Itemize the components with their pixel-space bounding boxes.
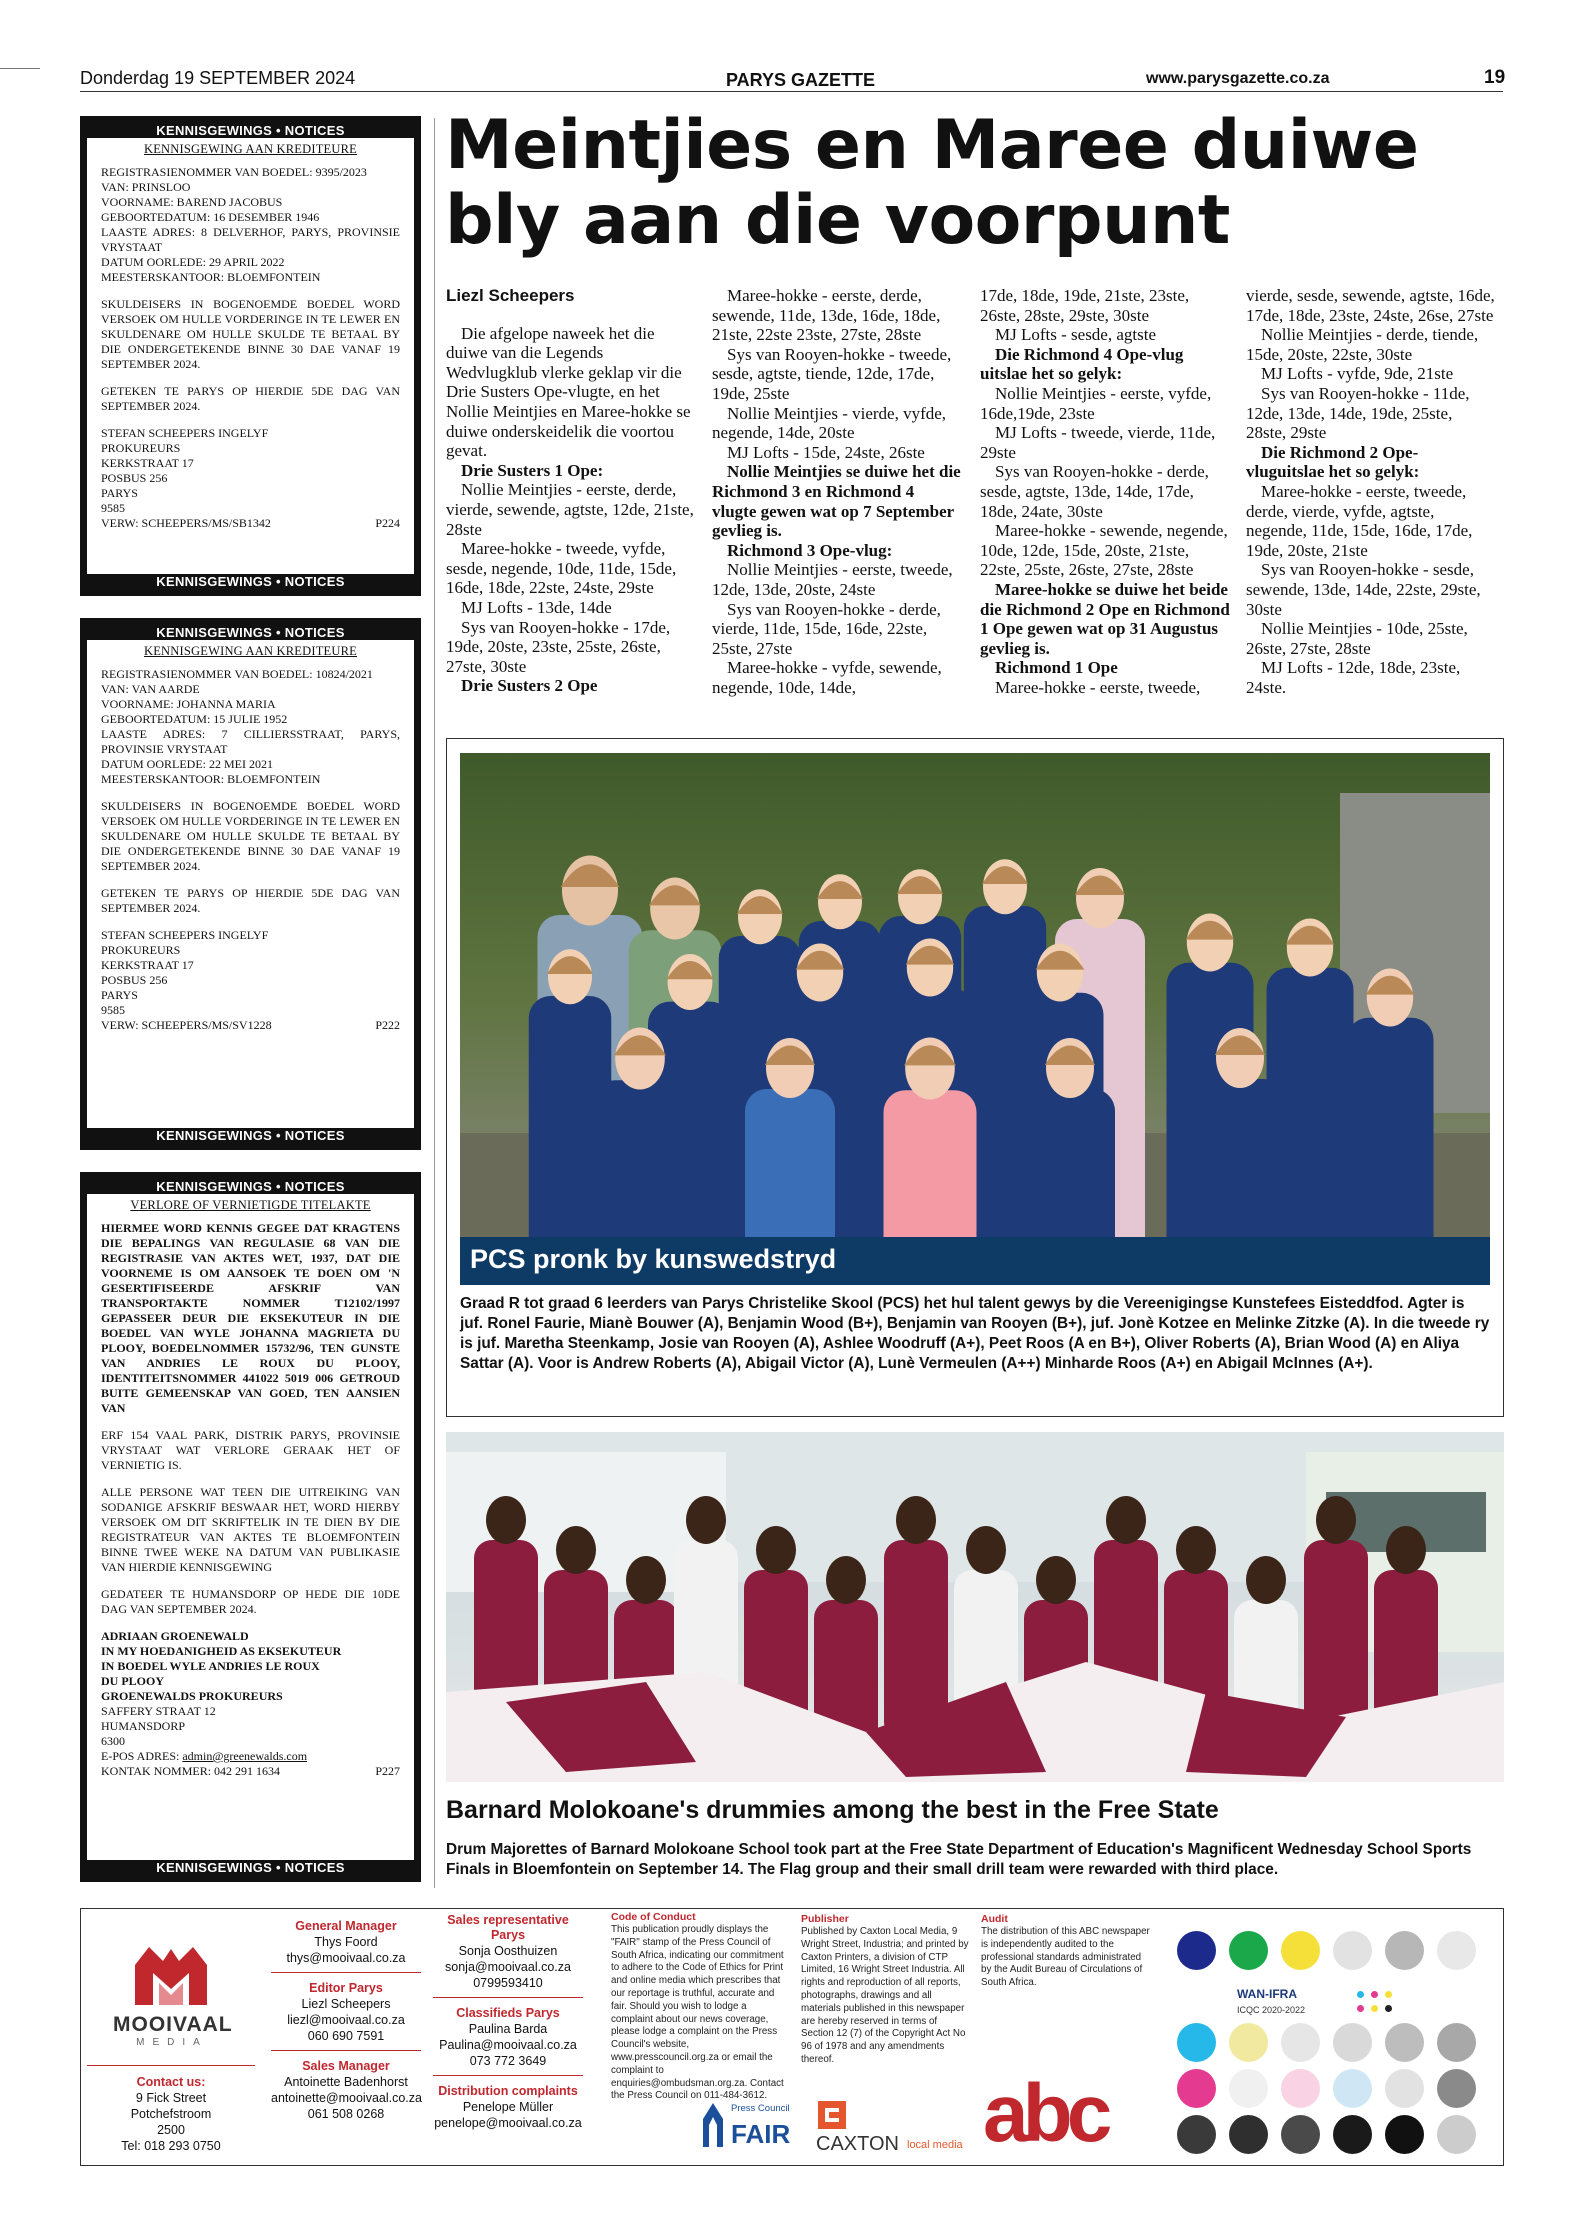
- colour-swatch: [1177, 2023, 1216, 2062]
- notice-title: KENNISGEWING AAN KREDITEURE: [143, 142, 357, 156]
- notice-firm-line: KERKSTRAAT 17: [101, 456, 194, 470]
- colour-swatch: [1385, 2115, 1424, 2154]
- staff-detail: Penelope Müller: [462, 2100, 554, 2114]
- notice-detail-line: REGISTRASIENOMMER VAN BOEDEL: 9395/2023: [101, 165, 367, 179]
- article-paragraph: Maree-hokke - tweede, vyfde, sesde, negende, 10de, 11de, 15de, 16de, 18de, 22ste, 24ste, 29ste: [446, 539, 677, 598]
- staff-detail: Liezl Scheepers: [301, 1997, 391, 2011]
- article-paragraph: Sys van Rooyen-hokke - derde, vierde, 11de, 15de, 16de, 22ste, 25ste, 27ste: [712, 599, 941, 658]
- code-of-conduct: Code of Conduct This publication proudly displays the "FAIR" stamp of the Press Council of South Africa, indicating our commitment to adhere to the Code of Ethics for Print and online media which prescribes that our reportage is truthful, accurate and fair. Should you wish to lodge a complaint about our news coverage, please lodge a complaint on the Press Council's website, www.presscouncil.org.za or email the complaint to enquiries@ombudsman.org.za. Contact the Press Council on 011-484-3612.: [611, 1911, 784, 2102]
- colour-swatch: [1229, 2115, 1268, 2154]
- drum-majorettes-photo: [446, 1432, 1504, 1782]
- notice-detail-line: GEBOORTEDATUM: 16 DESEMBER 1946: [101, 210, 320, 224]
- staff-detail: Antoinette Badenhorst: [284, 2075, 408, 2089]
- byline: Liezl Scheepers: [446, 286, 575, 305]
- article-paragraph: Sys van Rooyen-hokke - tweede, sesde, agtste, tiende, 12de, 17de, 19de, 25ste: [712, 344, 952, 403]
- header-rule: [80, 91, 1503, 92]
- article-paragraph: Sys van Rooyen-hokke - sesde, sewende, 13de, 14de, 22ste, 29ste, 30ste: [1246, 560, 1481, 619]
- staff-separator: [433, 1997, 583, 1998]
- article-paragraph: Sys van Rooyen-hokke - 11de, 12de, 13de, 14de, 19de, 25ste, 28ste, 29ste: [1246, 383, 1470, 443]
- photo2-caption: Drum Majorettes of Barnard Molokoane School took part at the Free State Department of Education's Magnificent Wednesday School Sports Finals in Bloemfontein on September 14. The Flag group and their small drill team were rewarded with third place.: [446, 1841, 1472, 1878]
- colour-swatch: [1333, 2023, 1372, 2062]
- colour-swatch: [1333, 2069, 1372, 2108]
- contact-line: 2500: [157, 2123, 185, 2137]
- notice-detail-line: REGISTRASIENOMMER VAN BOEDEL: 10824/2021: [101, 667, 373, 681]
- article-paragraph: Die afgelope naweek het die duiwe van die Legends Wedvlugklub vlerke geklap vir die Drie Susters Ope-vlugte, en het Nollie Meintjies en Maree-hokke se duiwe onderskeidelik die voortou gevat.: [446, 323, 691, 461]
- notice-signed: GETEKEN TE PARYS OP HIERDIE 5DE DAG VAN SEPTEMBER 2024.: [101, 886, 400, 915]
- staff-separator: [271, 2050, 421, 2051]
- brand-name: MOOIVAAL: [113, 2013, 233, 2036]
- staff-email[interactable]: penelope@mooivaal.co.za: [434, 2116, 582, 2130]
- colour-swatch: [1281, 2069, 1320, 2108]
- caxton-sub: local media: [907, 2139, 963, 2151]
- press-council-label: Press Council: [731, 2103, 790, 2114]
- notice-signed: GETEKEN TE PARYS OP HIERDIE 5DE DAG VAN SEPTEMBER 2024.: [101, 384, 400, 413]
- website-link[interactable]: www.parysgazette.co.za: [1146, 70, 1330, 87]
- staff-role: Editor Parys: [309, 1981, 383, 1995]
- colour-swatch: [1281, 1931, 1320, 1970]
- press-council-icon: [699, 2099, 727, 2149]
- issue-date: Donderdag 19 SEPTEMBER 2024: [80, 68, 356, 88]
- article-paragraph: Maree-hokke - sewende, negende, 10de, 12de, 15de, 20ste, 21ste, 22ste, 25ste, 26ste, 27ste, 28ste: [980, 521, 1228, 580]
- school-group-photo: [460, 753, 1490, 1237]
- article-paragraph: Maree-hokke - eerste, derde, sewende, 11de, 13de, 16de, 18de, 21ste, 22ste 23ste, 27ste, 28ste: [712, 286, 941, 345]
- publisher-info: Publisher Published by Caxton Local Media, 9 Wright Street, Industria; and printed by Caxton Printers, a division of CTP Limited, 16 Wright Street Industria. All rights and reproduction of all reports, photographs, drawings and all materials published in this newspaper are hereby reserved in terms of Section 12 (7) of the Copyright Act No 96 of 1978 and any amendments thereof.: [801, 1913, 969, 2065]
- notices-bar: KENNISGEWINGS • NOTICES: [87, 1128, 414, 1143]
- notice-title: KENNISGEWING AAN KREDITEURE: [143, 644, 357, 658]
- staff-email[interactable]: antoinette@mooivaal.co.za: [271, 2091, 422, 2105]
- colour-swatch: [1333, 2115, 1372, 2154]
- article-paragraph: vierde, sesde, sewende, agtste, 16de, 17de, 18de, 23ste, 24ste, 26se, 27ste: [1246, 286, 1495, 325]
- staff-email[interactable]: sonja@mooivaal.co.za: [445, 1960, 571, 1974]
- notice-body: SKULDEISERS IN BOGENOEMDE BOEDEL WORD VERSOEK OM HULLE VORDERINGE IN TE LEWER EN SKULDENARE OM HULLE SKULDE TE BETAAL BY DIE ONDERGETEKENDE BINNE 30 DAE VANAF 19 SEPTEMBER 2024.: [101, 799, 400, 873]
- notices-bar: KENNISGEWINGS • NOTICES: [87, 574, 414, 589]
- notice-signatory-line: IN MY HOEDANIGHEID AS EKSEKUTEUR: [101, 1644, 342, 1658]
- notice-body: HIERMEE WORD KENNIS GEGEE DAT KRAGTENS DIE BEPALINGS VAN REGULASIE 68 VAN DIE REGISTRASIE VAN AKTES WET, 1937, DAT DIE VOORNEME IS OM AANSOEK TE DOEN OM 'N GESERTIFISEERDE AFSKRIF VAN TRANSPORTAKTE NOMMER T12102/1997 GEPASSEER DEUR DIE EKSEKUTEUR IN DIE BOEDEL VAN WYLE JOHANNA MAGRIETA DU PLOOY, BOEDELNOMMER 15732/96, TEN GUNSTE VAN ANDRIES LE ROUX DU PLOOY, IDENTITEITSNOMMER 441022 5019 006 GETROUD BUITE GEMEENSKAP VAN GOED, TEN AANSIEN VAN: [101, 1221, 400, 1415]
- staff-column-2: [433, 1913, 583, 2131]
- notice-email: E-POS ADRES: admin@greenewalds.com: [101, 1749, 308, 1763]
- notice-signatory-line: IN BOEDEL WYLE ANDRIES LE ROUX: [101, 1659, 320, 1673]
- article-subhead: Richmond 1 Ope: [995, 658, 1118, 678]
- mooivaal-logo-icon: [129, 1939, 213, 2009]
- notice-firm-line: PROKUREURS: [101, 943, 181, 957]
- article-subhead: Drie Susters 2 Ope: [461, 676, 598, 696]
- notice-property: ERF 154 VAAL PARK, DISTRIK PARYS, PROVINSIE VRYSTAAT WAT VERLORE GERAAK HET OF VERNIETIG IS.: [101, 1428, 400, 1472]
- notice-body: SKULDEISERS IN BOGENOEMDE BOEDEL WORD VERSOEK OM HULLE VORDERINGE IN TE LEWER EN SKULDENARE OM HULLE SKULDE TE BETAAL BY DIE ONDERGETEKENDE BINNE 30 DAE VANAF 19 SEPTEMBER 2024.: [101, 297, 400, 371]
- notice-firm-line: STEFAN SCHEEPERS INGELYF: [101, 426, 269, 440]
- staff-detail: Thys Foord: [314, 1935, 378, 1949]
- audit-info: Audit The distribution of this ABC newspaper is independently audited to the professional standards administrated by the Audit Bureau of Circulations of South Africa.: [981, 1913, 1150, 1989]
- article-paragraph: MJ Lofts - sesde, agtste: [995, 325, 1157, 345]
- notices-bar: KENNISGEWINGS • NOTICES: [87, 1179, 414, 1194]
- notice-firm-line: PARYS: [101, 486, 138, 500]
- article-paragraph: MJ Lofts - tweede, vierde, 11de, 29ste: [980, 423, 1216, 462]
- notices-bar: KENNISGEWINGS • NOTICES: [87, 1860, 414, 1875]
- contact-rule: [87, 2065, 255, 2066]
- notice-signed: GEDATEER TE HUMANSDORP OP HEDE DIE 10DE DAG VAN SEPTEMBER 2024.: [101, 1587, 400, 1616]
- masthead-footer: [80, 1908, 1504, 2166]
- article-paragraph: Sys van Rooyen-hokke - 17de, 19de, 20ste, 23ste, 25ste, 26ste, 27ste, 30ste: [446, 617, 671, 676]
- staff-role: Classifieds Parys: [456, 2006, 560, 2020]
- article-subhead: Die Richmond 2 Ope-vluguitslae het so gelyk:: [1246, 442, 1420, 482]
- notice-detail-line: VAN: PRINSLOO: [101, 180, 191, 194]
- article-column-1: [446, 286, 696, 696]
- contact-line: 9 Fick Street: [135, 2091, 207, 2105]
- colour-swatch: [1229, 2069, 1268, 2108]
- colour-swatch: [1177, 1931, 1216, 1970]
- photo-box-pcs: [446, 738, 1504, 1417]
- article-subhead: Maree-hokke se duiwe het beide die Richmond 2 Ope en Richmond 1 Ope gewen wat op 31 Augustus gevlieg is.: [980, 579, 1230, 658]
- article-paragraph: Nollie Meintjies - 10de, 25ste, 26ste, 27ste, 28ste: [1246, 619, 1468, 658]
- article-paragraph: 17de, 18de, 19de, 21ste, 23ste, 26ste, 28ste, 29ste, 30ste: [980, 286, 1190, 325]
- wan-ifra-label: WAN-IFRA: [1237, 1987, 1297, 2001]
- article-paragraph: MJ Lofts - 12de, 18de, 23ste, 24ste.: [1246, 658, 1461, 697]
- notice-detail-line: VOORNAME: JOHANNA MARIA: [101, 697, 276, 711]
- contact-line: Tel: 018 293 0750: [121, 2139, 221, 2153]
- staff-detail: 073 772 3649: [469, 2054, 547, 2068]
- article-subhead: Die Richmond 4 Ope-vlug uitslae het so gelyk:: [980, 344, 1184, 384]
- photo2-heading: Barnard Molokoane's drummies among the best in the Free State: [446, 1796, 1219, 1824]
- notice-detail-line: LAASTE ADRES: 8 DELVERHOF, PARYS, PROVINSIE VRYSTAAT: [101, 225, 400, 254]
- article-subhead: Nollie Meintjies se duiwe het die Richmond 3 en Richmond 4 vlugte gewen wat op 7 September gevlieg is.: [712, 462, 961, 541]
- photo-heading-bar: PCS pronk by kunswedstryd: [460, 1237, 1490, 1285]
- staff-detail: Paulina Barda: [468, 2022, 548, 2036]
- publication-name: PARYS GAZETTE: [726, 70, 876, 90]
- notice-firm-line: KERKSTRAAT 17: [101, 958, 194, 972]
- notice-address-line: SAFFERY STRAAT 12: [101, 1704, 216, 1718]
- notice-objection: ALLE PERSONE WAT TEEN DIE UITREIKING VAN SODANIGE AFSKRIF BESWAAR HET, WORD HIERBY VERSOEK OM DIT SKRIFTELIK IN TE DIEN BY DIE REGISTRATEUR VAN AKTES TE BLOEMFONTEIN BINNE TWEE WEKE NA DATUM VAN PUBLIKASIE VAN HIERDIE KENNISGEWING: [101, 1485, 400, 1574]
- staff-email[interactable]: thys@mooivaal.co.za: [286, 1951, 406, 1965]
- contact-block: Contact us: 9 Fick Street Potchefstroom 2500 Tel: 018 293 0750: [87, 2075, 255, 2154]
- staff-role: General Manager: [295, 1919, 397, 1933]
- staff-column-1: [271, 1919, 421, 2122]
- colour-swatch: [1229, 2023, 1268, 2062]
- notice-firm-line: STEFAN SCHEEPERS INGELYF: [101, 928, 269, 942]
- notice-detail-line: VOORNAME: BAREND JACOBUS: [101, 195, 283, 209]
- article-paragraph: Nollie Meintjies - eerste, tweede, 12de, 13de, 20ste, 24ste: [712, 560, 953, 599]
- staff-detail: 061 508 0268: [307, 2107, 385, 2121]
- notice-detail-line: DATUM OORLEDE: 22 MEI 2021: [101, 757, 273, 771]
- photo-caption: Graad R tot graad 6 leerders van Parys Christelike Skool (PCS) het hul talent gewys by die Vereenigingse Kunstefees Eisteddfod. Agter is juf. Ronel Faurie, Mianè Bouwer (A), Benjamin Wood (B+), Benjamin van Rooyen (B+), juf. Jonè Kotzee en Melinke Zitzke (A). In die tweede ry is juf. Maretha Steenkamp, Josie van Rooyen (A), Ashlee Woodruff (A+), Peet Roos (A en B+), Oliver Roberts (A), Brian Wood (A) en Aliya Sattar (A). Voor is Andrew Roberts (A), Abigail Victor (A), Lunè Vermeulen (A++) Minharde Roos (A+) en Abigail McInnes (A+).: [460, 1295, 1490, 1372]
- staff-email[interactable]: Paulina@mooivaal.co.za: [439, 2038, 577, 2052]
- notice-firm-line: POSBUS 256: [101, 471, 168, 485]
- staff-role: Sales representative Parys: [447, 1913, 569, 1942]
- colour-swatch: [1385, 1931, 1424, 1970]
- corner-crop-mark: [0, 68, 40, 69]
- staff-role: Distribution complaints: [438, 2084, 578, 2098]
- staff-email[interactable]: liezl@mooivaal.co.za: [287, 2013, 405, 2027]
- article-paragraph: Maree-hokke - vyfde, sewende, negende, 10de, 14de,: [712, 658, 942, 697]
- notice-detail-line: LAASTE ADRES: 7 CILLIERSSTRAAT, PARYS, PROVINSIE VRYSTAAT: [101, 727, 400, 756]
- article-headline: Meintjies en Maree duiwe bly aan die voorpunt: [445, 106, 1419, 260]
- notice-detail-line: DATUM OORLEDE: 29 APRIL 2022: [101, 255, 285, 269]
- colour-swatch: [1385, 2069, 1424, 2108]
- article-paragraph: Nollie Meintjies - eerste, derde, vierde, sewende, agtste, 12de, 21ste, 28ste: [446, 480, 694, 539]
- notice-detail-line: GEBOORTEDATUM: 15 JULIE 1952: [101, 712, 288, 726]
- colour-swatch: [1437, 2115, 1476, 2154]
- colour-swatch: [1333, 1931, 1372, 1970]
- article-column-4: [1246, 286, 1496, 697]
- colour-swatch: [1385, 2023, 1424, 2062]
- notice-title-deed: [80, 1172, 421, 1882]
- notices-bar: KENNISGEWINGS • NOTICES: [87, 123, 414, 138]
- colour-swatch: [1281, 2023, 1320, 2062]
- notice-firm-line: PARYS: [101, 988, 138, 1002]
- notice-title: VERLORE OF VERNIETIGDE TITELAKTE: [130, 1198, 371, 1212]
- notice-detail-line: MEESTERSKANTOOR: BLOEMFONTEIN: [101, 270, 321, 284]
- colour-swatch: [1177, 2069, 1216, 2108]
- caxton-icon: [816, 2099, 848, 2131]
- notice-firm-line: 9585: [101, 501, 125, 515]
- notice-address-line: HUMANSDORP: [101, 1719, 186, 1733]
- colour-swatch: [1437, 2023, 1476, 2062]
- notice-reference: KONTAK NOMMER: 042 291 1634 P227: [101, 1764, 400, 1778]
- notice-signatory-line: ADRIAAN GROENEWALD: [101, 1629, 249, 1643]
- notice-detail-line: VAN: VAN AARDE: [101, 682, 200, 696]
- staff-separator: [433, 2075, 583, 2076]
- notice-firm-line: 9585: [101, 1003, 125, 1017]
- staff-separator: [271, 1972, 421, 1973]
- article-column-3: [980, 286, 1230, 697]
- notices-bar: KENNISGEWINGS • NOTICES: [87, 625, 414, 640]
- notice-firm-line: PROKUREURS: [101, 441, 181, 455]
- notice-reference: VERW: SCHEEPERS/MS/SB1342 P224: [101, 516, 400, 530]
- colour-swatch: [1281, 2115, 1320, 2154]
- notice-reference: VERW: SCHEEPERS/MS/SV1228 P222: [101, 1018, 400, 1032]
- icqc-label: ICQC 2020-2022: [1237, 2005, 1306, 2015]
- article-subhead: Richmond 3 Ope-vlug:: [727, 540, 893, 560]
- staff-detail: Sonja Oosthuizen: [458, 1944, 558, 1958]
- colour-swatch: [1437, 1931, 1476, 1970]
- article-paragraph: Sys van Rooyen-hokke - derde, sesde, agtste, 13de, 14de, 17de, 18de, 24ate, 30ste: [980, 462, 1209, 521]
- article-subhead: Drie Susters 1 Ope:: [461, 460, 604, 480]
- article-column-2: [712, 286, 962, 697]
- email-link[interactable]: admin@greenewalds.com: [182, 1749, 308, 1763]
- contact-line: Potchefstroom: [130, 2107, 212, 2121]
- staff-detail: 060 690 7591: [307, 2029, 385, 2043]
- article-paragraph: Nollie Meintjies - eerste, vyfde, 16de,19de, 23ste: [980, 383, 1212, 423]
- notice-detail-line: MEESTERSKANTOOR: BLOEMFONTEIN: [101, 772, 321, 786]
- page-number: 19: [1484, 67, 1506, 88]
- notice-creditors-1: [80, 116, 421, 596]
- brand-sub: MEDIA: [136, 2037, 208, 2048]
- notice-creditors-2: [80, 618, 421, 1150]
- notice-firm-line: POSBUS 256: [101, 973, 168, 987]
- abc-logo-icon: abc: [983, 2068, 1107, 2159]
- staff-role: Sales Manager: [302, 2059, 390, 2073]
- article-paragraph: Nollie Meintjies - vierde, vyfde, negende, 14de, 20ste: [712, 403, 947, 443]
- article-paragraph: MJ Lofts - 15de, 24ste, 26ste: [727, 442, 925, 462]
- column-divider: [434, 118, 435, 1888]
- article-paragraph: Maree-hokke - eerste, tweede, derde, vierde, vyfde, agtste, negende, 11de, 15de, 16de, 17de, 19de, 20ste, 21ste: [1246, 481, 1473, 560]
- article-paragraph: Maree-hokke - eerste, tweede,: [995, 677, 1201, 697]
- notice-address-line: 6300: [101, 1734, 125, 1748]
- article-paragraph: Nollie Meintjies - derde, tiende, 15de, 20ste, 22ste, 30ste: [1246, 325, 1479, 364]
- notice-signatory-line: DU PLOOY: [101, 1674, 164, 1688]
- staff-detail: 0799593410: [473, 1976, 543, 1990]
- colour-swatch: [1437, 2069, 1476, 2108]
- fair-label: FAIR: [731, 2119, 791, 2149]
- notice-signatory-line: GROENEWALDS PROKUREURS: [101, 1689, 283, 1703]
- article-paragraph: MJ Lofts - 13de, 14de: [461, 597, 612, 617]
- colour-swatch: [1177, 2115, 1216, 2154]
- colour-swatch: [1229, 1931, 1268, 1970]
- caxton-label: CAXTON: [816, 2133, 899, 2155]
- article-paragraph: MJ Lofts - vyfde, 9de, 21ste: [1261, 364, 1454, 384]
- colour-control-strip: [1171, 1917, 1497, 2159]
